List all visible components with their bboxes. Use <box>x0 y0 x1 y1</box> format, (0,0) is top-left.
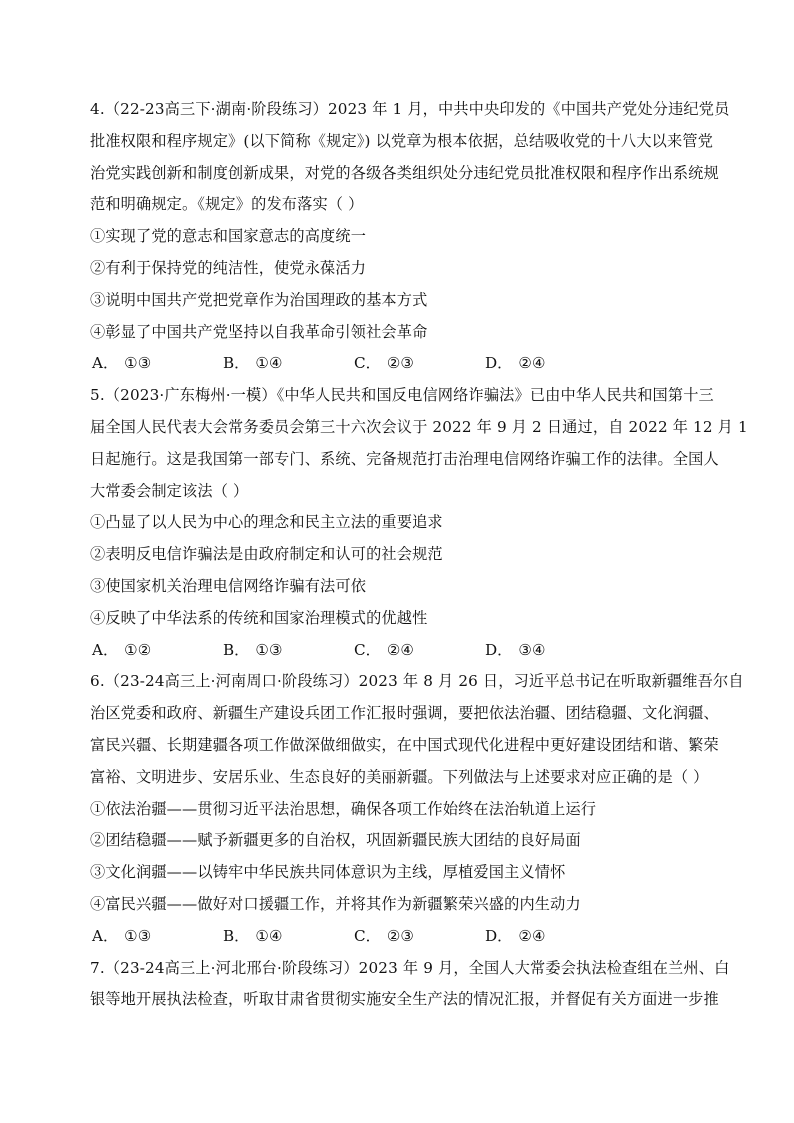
choice-letter: D． <box>485 354 513 373</box>
choice-d <box>485 348 616 380</box>
statement-option: ②有利于保持党的纯洁性，使党永葆活力 <box>90 258 367 277</box>
question-7 <box>90 953 730 1017</box>
choice-letter: B． <box>223 354 250 373</box>
question-stem-line: 治党实践创新和制度创新成果，对党的各级各类组织处分违纪党员批准权限和程序作出系统规 <box>90 163 719 182</box>
question-4 <box>90 94 730 380</box>
statement-option: ①实现了党的意志和国家意志的高度统一 <box>90 227 367 246</box>
choice-letter: C． <box>354 354 381 373</box>
choice-letter: D． <box>485 926 513 945</box>
choice-value: ②④ <box>518 354 546 373</box>
choice-value: ①② <box>124 640 152 659</box>
choice-value: ②③ <box>386 354 415 373</box>
choice-letter: A． <box>92 354 119 373</box>
choice-value: ①④ <box>255 354 283 373</box>
choice-c <box>354 348 485 380</box>
choice-value: ②④ <box>386 640 415 659</box>
choice-value: ①④ <box>255 926 283 945</box>
choice-letter: B． <box>223 640 250 659</box>
question-stem-line: 届全国人民代表大会常务委员会第三十六次会议于 2022 年 9 月 2 日通过，自 2022 年 12 月 1 <box>90 417 748 436</box>
choice-a <box>92 635 223 667</box>
question-stem-line: 6.（23-24高三上·河南周口·阶段练习）2023 年 8 月 26 日，习近平总书记在听取新疆维吾尔自 <box>90 672 744 691</box>
choice-d <box>485 921 616 953</box>
choice-c <box>354 635 485 667</box>
choice-c <box>354 921 485 953</box>
statement-option: ③说明中国共产党把党章作为治国理政的基本方式 <box>90 290 428 309</box>
statement-option: ③使国家机关治理电信网络诈骗有法可依 <box>90 576 367 595</box>
choice-b <box>223 635 354 667</box>
question-stem-line: 范和明确规定。《规定》的发布落实（ ） <box>90 195 364 214</box>
answer-choices <box>90 921 720 953</box>
choice-value: ②④ <box>518 926 546 945</box>
question-stem-line: 日起施行。这是我国第一部专门、系统、完备规范打击治理电信网络诈骗工作的法律。全国人 <box>90 449 719 468</box>
answer-choices <box>90 635 720 667</box>
document-page <box>90 94 748 1016</box>
question-6 <box>90 666 744 952</box>
choice-b <box>223 348 354 380</box>
choice-letter: B． <box>223 926 250 945</box>
choice-letter: D． <box>485 640 513 659</box>
question-stem-line: 4.（22-23高三下·湖南·阶段练习）2023 年 1 月，中共中央印发的《中国共产党处分违纪党员 <box>90 100 730 118</box>
question-stem-line: 批准权限和程序规定》(以下简称《规定》) 以党章为根本依据，总结吸收党的十八大以来管党 <box>90 131 714 150</box>
choice-value: ③④ <box>518 640 546 659</box>
choice-b <box>223 921 354 953</box>
choice-value: ①③ <box>255 640 283 659</box>
statement-option: ②表明反电信诈骗法是由政府制定和认可的社会规范 <box>90 545 443 564</box>
question-stem-line: 7.（23-24高三上·河北邢台·阶段练习）2023 年 9 月，全国人大常委会执法检查组在兰州、白 <box>90 958 730 977</box>
question-stem-line: 治区党委和政府、新疆生产建设兵团工作汇报时强调，要把依法治疆、团结稳疆、文化润疆、 <box>90 704 719 723</box>
question-stem-line: 富裕、文明进步、安居乐业、生态良好的美丽新疆。下列做法与上述要求对应正确的是（ ） <box>90 767 709 786</box>
choice-value: ①③ <box>124 354 152 373</box>
statement-option: ③文化润疆——以铸牢中华民族共同体意识为主线，厚植爱国主义情怀 <box>90 863 566 882</box>
choice-letter: A． <box>92 926 119 945</box>
choice-a <box>92 348 223 380</box>
statement-option: ①依法治疆——贯彻习近平法治思想，确保各项工作始终在法治轨道上运行 <box>90 799 597 818</box>
question-stem-line: 5.（2023·广东梅州·一模）《中华人民共和国反电信网络诈骗法》已由中华人民共和国第十三 <box>90 386 714 405</box>
choice-value: ①③ <box>124 926 152 945</box>
choice-value: ②③ <box>386 926 415 945</box>
answer-choices <box>90 348 720 380</box>
choice-d <box>485 635 616 667</box>
statement-option: ②团结稳疆——赋予新疆更多的自治权，巩固新疆民族大团结的良好局面 <box>90 831 581 850</box>
question-stem-line: 富民兴疆、长期建疆各项工作做深做细做实，在中国式现代化进程中更好建设团结和谐、繁荣 <box>90 735 719 754</box>
choice-a <box>92 921 223 953</box>
question-stem-line: 银等地开展执法检查，听取甘肃省贯彻实施安全生产法的情况汇报，并督促有关方面进一步推 <box>90 990 719 1009</box>
statement-option: ④反映了中华法系的传统和国家治理模式的优越性 <box>90 608 428 627</box>
question-stem-line: 大常委会制定该法（ ） <box>90 481 249 500</box>
question-5 <box>90 380 748 666</box>
statement-option: ④彰显了中国共产党坚持以自我革命引领社会革命 <box>90 322 428 341</box>
choice-letter: C． <box>354 640 381 659</box>
choice-letter: C． <box>354 926 381 945</box>
statement-option: ①凸显了以人民为中心的理念和民主立法的重要追求 <box>90 513 443 532</box>
statement-option: ④富民兴疆——做好对口援疆工作，并将其作为新疆繁荣兴盛的内生动力 <box>90 894 581 913</box>
choice-letter: A． <box>92 640 119 659</box>
